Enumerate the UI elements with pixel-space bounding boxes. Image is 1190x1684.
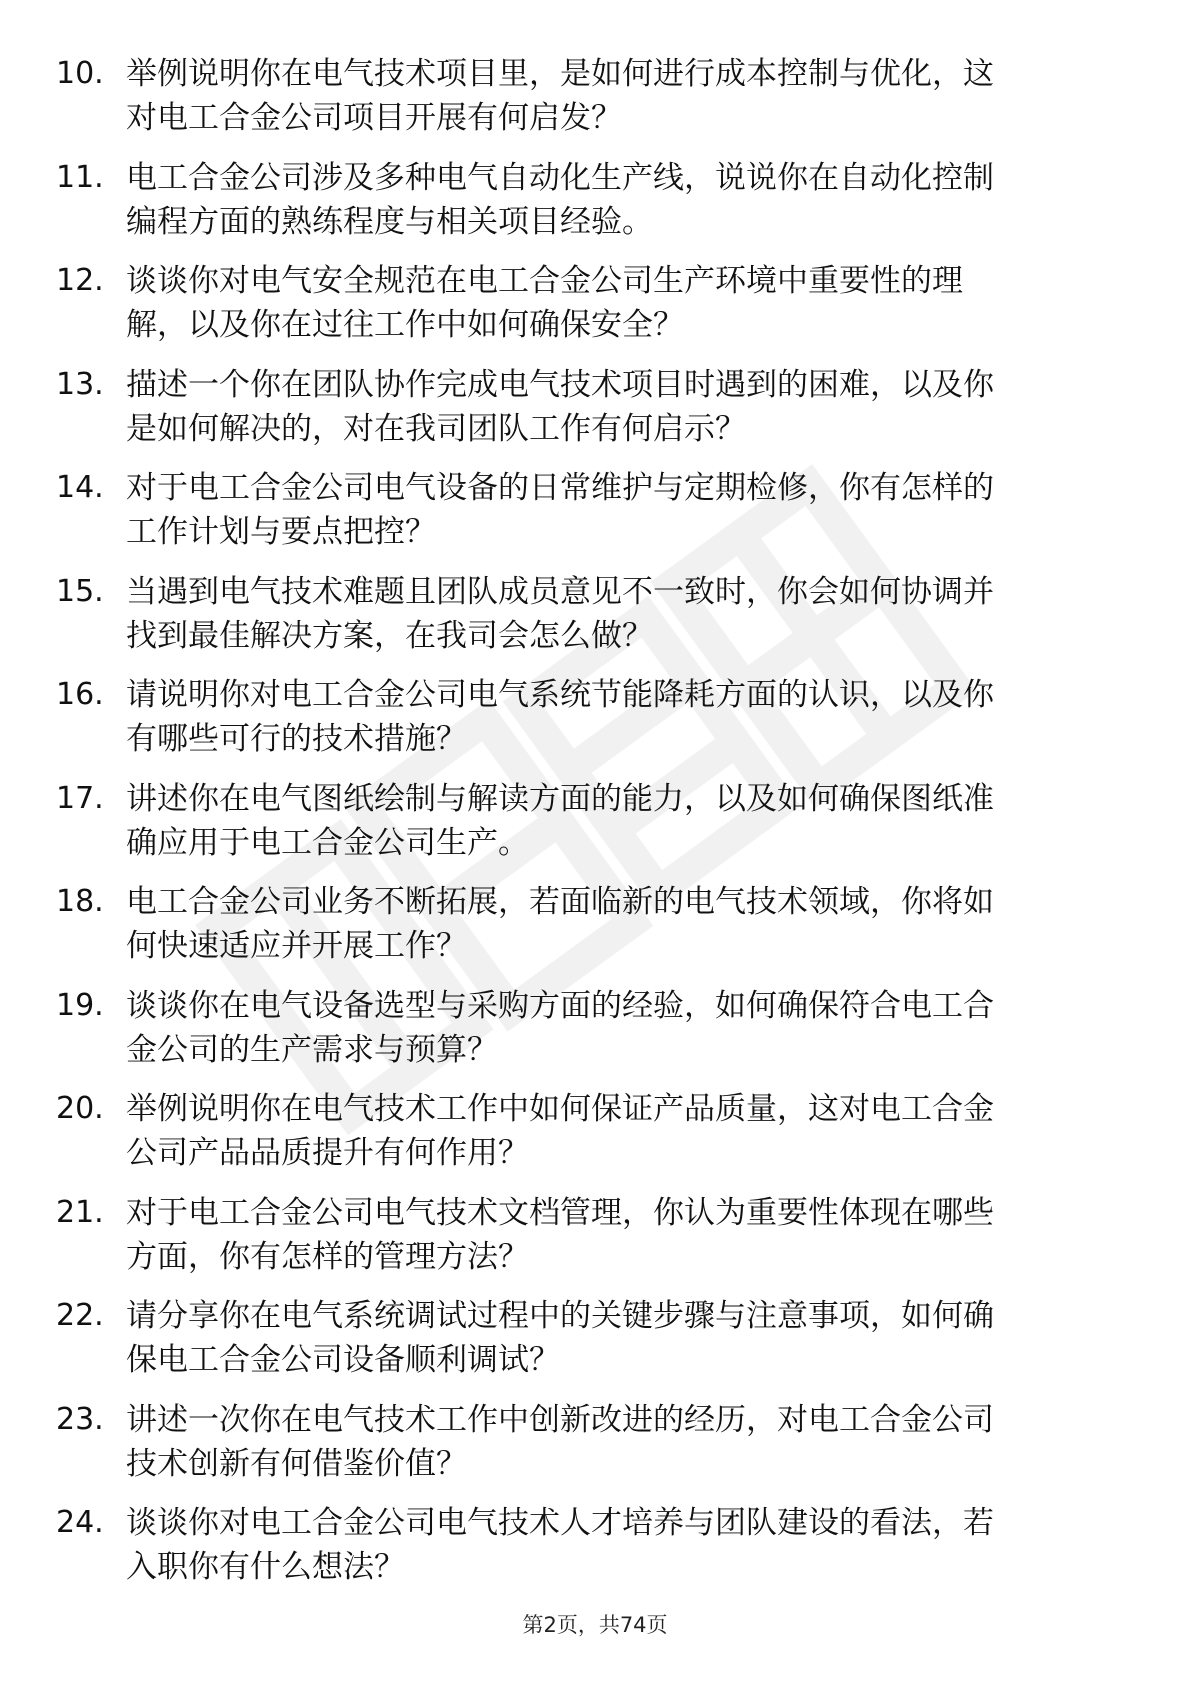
- question-text: 电工合金公司涉及多种电气自动化生产线，说说你在自动化控制 编程方面的熟练程度与相关项目经验。: [126, 159, 994, 240]
- question-item: [0, 880, 1190, 984]
- question-number: 16.: [56, 677, 104, 712]
- question-number: 23.: [56, 1401, 104, 1437]
- question-list: [0, 52, 1190, 1605]
- question-number: 17.: [56, 780, 104, 816]
- question-text: 对于电工合金公司电气设备的日常维护与定期检修，你有怎样的 工作计划与要点把控？: [126, 470, 994, 550]
- question-item: [0, 673, 1190, 777]
- question-item: [0, 466, 1190, 570]
- page-number-footer: 第2页，共74页: [522, 1613, 668, 1637]
- question-number: 11.: [56, 159, 104, 195]
- question-number: 15.: [56, 573, 104, 609]
- question-number: 22.: [56, 1298, 104, 1333]
- question-number: 21.: [56, 1194, 104, 1230]
- question-number: 24.: [56, 1505, 104, 1540]
- question-item: [0, 52, 1190, 156]
- question-text: 举例说明你在电气技术工作中如何保证产品质量，这对电工合金 公司产品品质提升有何作用？: [126, 1091, 994, 1171]
- question-item: [0, 1398, 1190, 1502]
- question-item: [0, 984, 1190, 1088]
- question-text: 电工合金公司业务不断拓展，若面临新的电气技术领域，你将如 何快速适应并开展工作？: [126, 884, 994, 964]
- question-text: 谈谈你对电气安全规范在电工合金公司生产环境中重要性的理 解，以及你在过往工作中如何确保安全？: [126, 263, 963, 343]
- question-item: [0, 156, 1190, 260]
- question-item: [0, 1191, 1190, 1295]
- question-item: [0, 259, 1190, 363]
- question-item: [0, 1501, 1190, 1605]
- question-item: [0, 777, 1190, 881]
- question-text: 谈谈你在电气设备选型与采购方面的经验，如何确保符合电工合 金公司的生产需求与预算？: [126, 987, 994, 1068]
- question-item: [0, 363, 1190, 467]
- question-item: [0, 1087, 1190, 1191]
- question-text: 讲述一次你在电气技术工作中创新改进的经历，对电工合金公司 技术创新有何借鉴价值？: [126, 1401, 994, 1482]
- question-text: 描述一个你在团队协作完成电气技术项目时遇到的困难，以及你 是如何解决的，对在我司团队工作有何启示？: [126, 366, 994, 447]
- question-text: 对于电工合金公司电气技术文档管理，你认为重要性体现在哪些 方面，你有怎样的管理方法？: [126, 1194, 994, 1275]
- question-number: 19.: [56, 987, 104, 1023]
- question-text: 讲述你在电气图纸绘制与解读方面的能力，以及如何确保图纸准 确应用于电工合金公司生产。: [126, 780, 994, 861]
- question-number: 12.: [56, 263, 104, 298]
- question-number: 14.: [56, 470, 104, 505]
- question-text: 请分享你在电气系统调试过程中的关键步骤与注意事项，如何确 保电工合金公司设备顺利调试？: [126, 1298, 994, 1378]
- question-text: 举例说明你在电气技术项目里，是如何进行成本控制与优化，这 对电工合金公司项目开展有何启发？: [126, 56, 994, 136]
- question-number: 13.: [56, 366, 104, 402]
- question-text: 当遇到电气技术难题且团队成员意见不一致时，你会如何协调并 找到最佳解决方案，在我司会怎么做？: [126, 573, 994, 654]
- question-number: 20.: [56, 1091, 104, 1126]
- question-text: 谈谈你对电工合金公司电气技术人才培养与团队建设的看法，若 入职你有什么想法？: [126, 1505, 994, 1585]
- question-number: 18.: [56, 884, 104, 919]
- question-item: [0, 570, 1190, 674]
- question-item: [0, 1294, 1190, 1398]
- question-text: 请说明你对电工合金公司电气系统节能降耗方面的认识，以及你 有哪些可行的技术措施？: [126, 677, 994, 757]
- question-number: 10.: [56, 56, 104, 91]
